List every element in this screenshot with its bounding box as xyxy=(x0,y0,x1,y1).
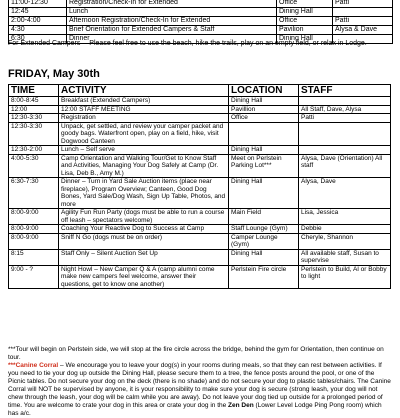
cell-time: 12:30-3:30 xyxy=(9,122,59,146)
cell-location: Office xyxy=(229,114,299,123)
cell-time: 12:30-2:00 xyxy=(9,146,59,155)
cell-activity: Lunch – Self serve xyxy=(59,146,229,155)
cell-location: Pavillion xyxy=(229,105,299,114)
cell-location xyxy=(229,122,299,146)
canine-corral-title: ***Canine Corral xyxy=(8,362,59,369)
canine-corral-tail: (Lower Level Lodge Ping Pong room) which has a/c. xyxy=(8,402,382,417)
cell-staff xyxy=(299,97,391,106)
cell-staff: Patti xyxy=(333,17,393,26)
cell-activity: Breakfast (Extended Campers) xyxy=(59,97,229,106)
table-row xyxy=(9,0,393,8)
header-location: LOCATION xyxy=(229,85,299,97)
cell-location: Dining Hall xyxy=(229,178,299,209)
cell-activity: Lunch xyxy=(67,8,277,17)
cell-time: 8:00-8:45 xyxy=(9,97,59,106)
cell-time: 12:00 xyxy=(9,105,59,114)
cell-time: 8:00-9:00 xyxy=(9,209,59,225)
cell-activity: Coaching Your Reactive Dog to Success at Camp xyxy=(59,225,229,234)
cell-time: 4:00-5:30 xyxy=(9,154,59,178)
cell-activity: Brief Orientation for Extended Campers & Staff xyxy=(67,26,277,35)
cell-time: 12:30-3:30 xyxy=(9,114,59,123)
zen-den-label: Zen Den xyxy=(228,402,254,409)
extended-campers-note: For Extended Campers —Please feel free to use the beach, hike the trails, play on an empty field, or relax in Lodge. xyxy=(8,40,367,47)
table-row xyxy=(9,105,391,114)
cell-activity: Dinner xyxy=(67,35,277,44)
cell-staff: Patti xyxy=(333,0,393,8)
table-row xyxy=(9,122,391,146)
cell-staff: Alysa & Dave xyxy=(333,26,393,35)
canine-corral-paragraph xyxy=(8,362,392,418)
cell-location: Perlstein Fire circle xyxy=(229,265,299,289)
cell-time: 11:00-12:30 xyxy=(9,0,67,8)
cell-staff: Cheryle, Shannon xyxy=(299,233,391,249)
cell-time: 9:00 - ? xyxy=(9,265,59,289)
cell-activity: Unpack, get settled, and review your camper packet and goody bags. Waterfront open, play on a field, hike, visit Dogwood Canteen xyxy=(59,122,229,146)
cell-location: Staff Lounge (Gym) xyxy=(229,225,299,234)
cell-time: 8:00-9:00 xyxy=(9,233,59,249)
cell-location: Main Field xyxy=(229,209,299,225)
cell-staff xyxy=(299,146,391,155)
cell-staff: Alysa, Dave (Orientation) All staff xyxy=(299,154,391,178)
extended-schedule-table xyxy=(8,0,393,44)
table-row xyxy=(9,154,391,178)
cell-activity: Agility Fun Run Party (dogs must be able to run a course off leash – spectators welcome) xyxy=(59,209,229,225)
table-row xyxy=(9,233,391,249)
table-row xyxy=(9,97,391,106)
table-row xyxy=(9,249,391,265)
cell-location: Meet on Perlstein Parking Lot*** xyxy=(229,154,299,178)
cell-staff: Perlstein to Build, Al or Bobby to light xyxy=(299,265,391,289)
cell-time: 4:30 xyxy=(9,26,67,35)
header-row xyxy=(9,85,391,97)
cell-activity: Registration xyxy=(59,114,229,123)
table-row xyxy=(9,178,391,209)
cell-time: 12:45 xyxy=(9,8,67,17)
cell-location: Dining Hall xyxy=(277,8,333,17)
cell-location: Pavilion xyxy=(277,26,333,35)
cell-location: Dining Hall xyxy=(229,146,299,155)
cell-activity: Camp Orientation and Walking Tour/Get to Know Staff and Activities, Managing Your Dog Safely at Camp (Dr. Lisa, Deb B., Amy M.) xyxy=(59,154,229,178)
cell-location: Office xyxy=(277,0,333,8)
cell-time: 6:30 xyxy=(9,35,67,44)
cell-activity: Sniff N Go (dogs must be on order) xyxy=(59,233,229,249)
cell-location: Dining Hall xyxy=(229,97,299,106)
cell-staff xyxy=(299,122,391,146)
tour-footnote: ***Tour will begin on Perlstein side, we will stop at the fire circle across the bridge, behind the gym for Orientation, then continue on tour. xyxy=(8,346,384,361)
header-activity: ACTIVITY xyxy=(59,85,229,97)
day-heading: FRIDAY, May 30th xyxy=(8,68,100,80)
cell-location: Dining Hall xyxy=(277,35,333,44)
table-row xyxy=(9,8,393,17)
table-row xyxy=(9,146,391,155)
cell-staff xyxy=(333,8,393,17)
cell-time: 8:15 xyxy=(9,249,59,265)
header-time: TIME xyxy=(9,85,59,97)
cell-staff: Patti xyxy=(299,114,391,123)
cell-activity: 12:00 STAFF MEETING xyxy=(59,105,229,114)
cell-time: 8:00-9:00 xyxy=(9,225,59,234)
header-staff: STAFF xyxy=(299,85,391,97)
cell-activity: Staff Only – Silent Auction Set Up xyxy=(59,249,229,265)
cell-activity: Dinner – Turn in Yard Sale Auction items (place near fireplace), Program Overview; Canteen, Good Dog Bones, Yard Sale/Dog Wash, Sign Up Table, Photos, and more xyxy=(59,178,229,209)
cell-activity: Night Howl – New Camper Q & A (camp alumni come make new campers feel welcome, answer their questions, get to know one another) xyxy=(59,265,229,289)
cell-location: Camper Lounge (Gym) xyxy=(229,233,299,249)
cell-time: 2:00-4:00 xyxy=(9,17,67,26)
table-row xyxy=(9,209,391,225)
table-row xyxy=(9,225,391,234)
table-row xyxy=(9,265,391,289)
friday-schedule-table xyxy=(8,84,391,289)
extended-schedule-body xyxy=(9,0,393,44)
cell-staff: Alysa, Dave xyxy=(299,178,391,209)
table-row xyxy=(9,26,393,35)
canine-corral-text: – We encourage you to leave your dog(s) in your rooms during meals, so that they can rest between activities. If you need to tie your dog up outside the Dining Hall, please secure them to a tree, the fence posts around the pool, or one of the Picnic tables. Do not secure your dog on the deck (there is no shade) and do not secure your dog to plastic tables/chairs. The Canine Corral will NOT be supervised by anyone, it is your responsibility to make sure your dog is secure (strong leash, your dog will not chew through the leash, your dog will be calm while you are away). Do not leave your dog tied up outside for a prolonged period of time. You are welcome to crate your dog in this area or crate your dog in the xyxy=(8,362,391,409)
table-row xyxy=(9,114,391,123)
table-row xyxy=(9,17,393,26)
friday-schedule-body xyxy=(9,97,391,289)
cell-location: Office xyxy=(277,17,333,26)
cell-staff: All available staff, Susan to supervise xyxy=(299,249,391,265)
cell-activity: Registration/Check-In for Extended xyxy=(67,0,277,8)
cell-staff: Debbie xyxy=(299,225,391,234)
cell-activity: Afternoon Registration/Check-In for Extended xyxy=(67,17,277,26)
cell-location: Dining Hall xyxy=(229,249,299,265)
cell-staff: Lisa, Jessica xyxy=(299,209,391,225)
cell-staff: All Staff, Dave, Alysa xyxy=(299,105,391,114)
cell-time: 6:30-7:30 xyxy=(9,178,59,209)
